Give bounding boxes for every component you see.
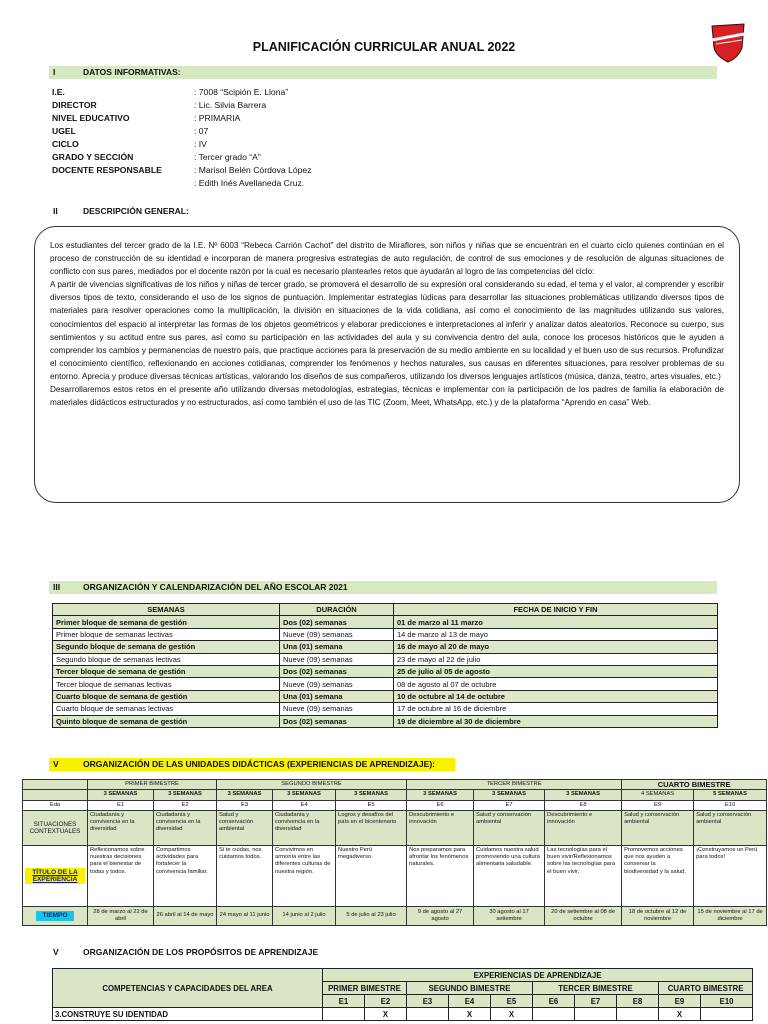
mark-cell: X [449,1008,491,1021]
table-cell: 17 de octubre al 16 de diciembre [394,703,718,715]
code-cell: E6 [533,995,575,1008]
table-cell: Dos (02) semanas [280,715,394,727]
tiempo-cell: 18 de octubre al 12 de noviembre [622,906,694,925]
titulo-cell: Nuestro Perú megadiverso. [336,845,407,906]
situacion-cell: Descubrimiento e innovación [407,810,474,845]
weeks-cell: 3 SEMANAS [336,790,407,800]
tiempo-cell: 30 agosto al 17 setiembre [474,906,545,925]
code-cell: E5 [491,995,533,1008]
bimestre-header: TERCER BIMESTRE [533,982,659,995]
titulo-cell: Promovemos acciones que nos ayuden a conservar la biodiversidad y la salud. [622,845,694,906]
situacion-cell: Ciudadanía y convivencia en la diversidad [88,810,154,845]
table-row [53,690,718,702]
table-cell: Tercer bloque de semana de gestión [53,665,280,677]
section-5-number: V [53,947,59,957]
situacion-cell: Salud y conservación ambiental [694,810,767,845]
weeks-cell: 5 SEMANAS [694,790,767,800]
table-cell: Nueve (09) semanas [280,678,394,690]
code-cell: E9 [622,800,694,810]
mark-cell [575,1008,617,1021]
table-row [53,616,718,628]
table-cell: 08 de agosto al 07 de octubre [394,678,718,690]
info-value: : Marisol Belén Córdova López [194,165,312,175]
table-cell: 19 de diciembre al 30 de diciembre [394,715,718,727]
situacion-cell: Ciudadanía y convivencia en la diversidad [154,810,217,845]
situacion-cell: Salud y conservación ambiental [622,810,694,845]
code-cell: E8 [617,995,659,1008]
titulo-cell: ¡Construyamos un Perú para todos! [694,845,767,906]
weeks-cell: 3 SEMANAS [88,790,154,800]
info-key: DOCENTE RESPONSABLE [52,165,162,175]
description-paragraph: Los estudiantes del tercer grado de la I.E. Nº 6003 “Rebeca Carrión Cachot” del distrito de Miraflores, son niños y niñas que se encuentran en el cuarto ciclo quienes continúan en el proceso de construcción de su identidad e incorporan de manera progresiva estrategias de auto regulación, de control de sus emociones y de resolución de algunas situaciones de conflicto con sus pares, mediados por el docente razón por la cual es necesario plantearles retos que ayudarán al logro de las competencias del ciclo: [50,241,724,277]
table-cell: Nueve (09) semanas [280,703,394,715]
tiempo-cell: 15 de noviembre al 17 de diciembre [694,906,767,925]
weeks-cell: 3 SEMANAS [474,790,545,800]
section-5-bar [49,946,449,959]
competencias-header: COMPETENCIAS Y CAPACIDADES DEL AREA [53,969,323,1008]
table-cell: Cuarto bloque de semana de gestión [53,690,280,702]
tiempo-cell: 24 mayo al 11 junio [217,906,273,925]
page-title: PLANIFICACIÓN CURRICULAR ANUAL 2022 [252,40,516,54]
weeks-row [23,790,767,800]
bimestre-header: PRIMER BIMESTRE [323,982,407,995]
table-cell: Una (01) semana [280,641,394,653]
titulo-cell: Nos preparamos para afrontar los fenómenos naturales. [407,845,474,906]
table-cell: 23 de mayo al 22 de julio [394,653,718,665]
mark-cell: X [365,1008,407,1021]
table-cell: 16 de mayo al 20 de mayo [394,641,718,653]
titulo-cell: Cuidamos nuestra salud promoviendo una cultura alimentaria saludable. [474,845,545,906]
code-cell: E2 [154,800,217,810]
code-cell: E2 [365,995,407,1008]
section-2-bar [49,205,249,218]
table-cell: 10 de octubre al 14 de octubre [394,690,718,702]
titulo-cell: Si te cuidas, nos cuidamos todos. [217,845,273,906]
code-cell: E9 [659,995,701,1008]
mark-cell [323,1008,365,1021]
weeks-cell: 3 SEMANAS [273,790,336,800]
info-value: : Edith Inés Avellaneda Cruz. [194,178,305,188]
weeks-cell: 4 SEMANAS [622,790,694,800]
code-cell: E6 [407,800,474,810]
tiempo-cell: 5 de julio al 23 julio [336,906,407,925]
table-row [53,653,718,665]
bimestre-header: SEGUNDO BIMESTRE [407,982,533,995]
titulos-row [23,845,767,906]
section-1-number: I [53,67,56,77]
section-4-number: V [53,759,59,769]
empty-cell [23,790,88,800]
code-cell: E7 [575,995,617,1008]
section-1-bar [49,66,717,79]
situacion-cell: Salud y conservación ambiental [217,810,273,845]
titulo-cell: Convivimos en armonía entre las diferentes culturas de nuestra región. [273,845,336,906]
table-cell: Una (01) semana [280,690,394,702]
weeks-cell: 3 SEMANAS [545,790,622,800]
code-cell: E4 [273,800,336,810]
tiempo-cell: 26 abril al 14 de mayo [154,906,217,925]
titulo-label-cell [23,845,88,906]
table-row [53,678,718,690]
competencia-label: 3.CONSTRUYE SU IDENTIDAD [53,1008,323,1021]
description-box [34,226,740,503]
tiempo-cell: 9 de agosto al 27 agosto [407,906,474,925]
eda-label: Eda [23,800,88,810]
table-cell: Tercer bloque de semanas lectivas [53,678,280,690]
code-cell: E7 [474,800,545,810]
situaciones-row [23,810,767,845]
table-cell: Dos (02) semanas [280,665,394,677]
units-table [22,779,767,926]
bimestre-header: PRIMER BIMESTRE [88,780,217,790]
table-cell: Segundo bloque de semana de gestión [53,641,280,653]
weeks-cell: 3 SEMANAS [407,790,474,800]
section-2-title: DESCRIPCIÓN GENERAL: [83,206,189,216]
table-cell: Dos (02) semanas [280,616,394,628]
code-cell: E8 [545,800,622,810]
code-cell: E10 [701,995,753,1008]
tiempo-label-cell [23,906,88,925]
situacion-cell: Ciudadanía y convivencia en la diversidad [273,810,336,845]
situaciones-label: SITUACIONES CONTEXTUALES [23,810,88,845]
mark-cell [407,1008,449,1021]
info-value: : Lic. Silvia Barrera [194,100,267,110]
purposes-table [52,968,753,1021]
description-paragraph: A partir de vivencias significativas de los niños y niñas de tercer grado, se promoverá el desarrollo de su expresión oral considerando su edad, el tema y el valor, al comprender y escribir diversos tipos de texto, considerando el uso de los signos de puntuación. Implementar estrategias lúdicas para desarrollar las situaciones problemáticas utilizando diversos tipos de materiales para resolver operaciones como la multiplicación, la división en situaciones de la vida cotidiana, así como el conocimiento de las magnitudes utilizando sus valores, conocimientos del espacio al interpretar las formas de los objetos geométricos y elaborar predicciones e interpretaciones al inferir y analizar datos aleatorios. Reconoce su cuerpo, sus sentimientos y su actitud entre sus pares, así como su participación en las actividades del aula y su convivencia dentro del aula, conoce los procesos históricos que le ayuden a comprender los cambios y permanencias de nuestro país, que practique acciones para la preservación de su medio ambiente en su localidad y el buen uso de sus recursos. Profundizar el conocimiento científico, reflexionando en acciones cotidianas, comprender los fenómenos y hechos naturales, sus causas en diferentes situaciones, para resolver problemas de su entorno. Aprecia y produce diversas técnicas artísticas, valorando los diseños de sus compañeros, utilizando los diversos lenguajes artísticos (música, danza, teatro, artes visuales, etc.) [50,280,724,381]
table-cell: Nueve (09) semanas [280,653,394,665]
description-paragraph: Desarrollaremos estos retos en el presente año utilizando diversas metodologías, estrategias, técnicas e implementar con la participación de los padres de familia la elaboración de materiales didácticos estructurados y no estructurados, así como también el uso de las TIC (Zoom, Meet, WhatsApp, etc.) y de la plataforma “Aprendo en casa” Web. [50,385,724,408]
info-key: I.E. [52,87,65,97]
table-cell: 14 de marzo al 13 de mayo [394,628,718,640]
codes-row [23,800,767,810]
bimestre-header: CUARTO BIMESTRE [622,780,767,790]
section-4-title: ORGANIZACIÓN DE LAS UNIDADES DIDÁCTICAS (EXPERIENCIAS DE APRENDIZAJE): [83,759,435,769]
table-row [53,628,718,640]
info-value: : IV [194,139,207,149]
bimestre-header: SEGUNDO BIMESTRE [217,780,407,790]
calendar-table [52,603,718,728]
titulo-cell: Las tecnologías para el buen vivir/Reflexionamos sobre las tecnologías para el buen vivir. [545,845,622,906]
info-value: : 07 [194,126,209,136]
section-1-title: DATOS INFORMATIVAS: [83,67,181,77]
code-cell: E5 [336,800,407,810]
table-row [53,665,718,677]
bimestre-header: TERCER BIMESTRE [407,780,622,790]
competencia-row [53,1008,753,1021]
table-row [53,641,718,653]
info-value: : PRIMARIA [194,113,241,123]
mark-cell [617,1008,659,1021]
column-header: FECHA DE INICIO Y FIN [394,604,718,616]
titulo-cell: Compartimos actividades para fortalecer la convivencia familiar. [154,845,217,906]
titulo-label: TÍTULO DE LA EXPERIENCIA [25,868,85,885]
code-cell: E3 [217,800,273,810]
code-cell: E1 [323,995,365,1008]
table-row [53,715,718,727]
code-cell: E10 [694,800,767,810]
section-5-title: ORGANIZACIÓN DE LOS PROPÓSITOS DE APRENDIZAJE [83,947,319,957]
weeks-cell: 3 SEMANAS [217,790,273,800]
tiempo-label: TIEMPO [36,911,73,920]
situacion-cell: Descubrimiento e innovación [545,810,622,845]
info-key: DIRECTOR [52,100,97,110]
table-row [53,703,718,715]
bimestre-row [23,780,767,790]
situacion-cell: Logros y desafíos del país en el bicentenario [336,810,407,845]
school-shield-icon [708,20,748,64]
table-cell: 25 de julio al 05 de agosto [394,665,718,677]
mark-cell [533,1008,575,1021]
table-cell: Nueve (09) semanas [280,628,394,640]
table-header-row [53,604,718,616]
tiempo-cell: 14 junio al 2 julio [273,906,336,925]
column-header: DURACIÓN [280,604,394,616]
tiempo-cell: 20 de setiembre al 08 de octubre [545,906,622,925]
info-value: : 7008 “Scipión E. Llona” [194,87,289,97]
info-key: UGEL [52,126,76,136]
section-3-number: III [53,582,61,592]
column-header: SEMANAS [53,604,280,616]
code-cell: E4 [449,995,491,1008]
empty-cell [23,780,88,790]
table-cell: Quinto bloque de semana de gestión [53,715,280,727]
section-3-bar [49,581,717,594]
info-key: NIVEL EDUCATIVO [52,113,130,123]
purposes-header-row [53,969,753,982]
titulo-cell: Reflexionamos sobre nuestras decisiones para el bienestar de todas y todos. [88,845,154,906]
section-3-title: ORGANIZACIÓN Y CALENDARIZACIÓN DEL AÑO ESCOLAR 2021 [83,582,348,592]
bimestre-header: CUARTO BIMESTRE [659,982,753,995]
tiempo-cell: 28 de marzo al 22 de abril [88,906,154,925]
mark-cell: X [491,1008,533,1021]
section-2-number: II [53,206,58,216]
table-cell: Cuarto bloque de semanas lectivas [53,703,280,715]
mark-cell: X [659,1008,701,1021]
code-cell: E3 [407,995,449,1008]
weeks-cell: 3 SEMANAS [154,790,217,800]
table-cell: Primer bloque de semanas lectivas [53,628,280,640]
situacion-cell: Salud y conservación ambiental [474,810,545,845]
mark-cell [701,1008,753,1021]
section-4-bar [49,758,455,771]
experiencias-header: EXPERIENCIAS DE APRENDIZAJE [323,969,753,982]
info-value: : Tercer grado “A” [194,152,261,162]
table-cell: 01 de marzo al 11 marzo [394,616,718,628]
info-key: GRADO Y SECCIÓN [52,152,134,162]
table-cell: Segundo bloque de semanas lectivas [53,653,280,665]
info-key: CICLO [52,139,79,149]
tiempos-row [23,906,767,925]
code-cell: E1 [88,800,154,810]
table-cell: Primer bloque de semana de gestión [53,616,280,628]
